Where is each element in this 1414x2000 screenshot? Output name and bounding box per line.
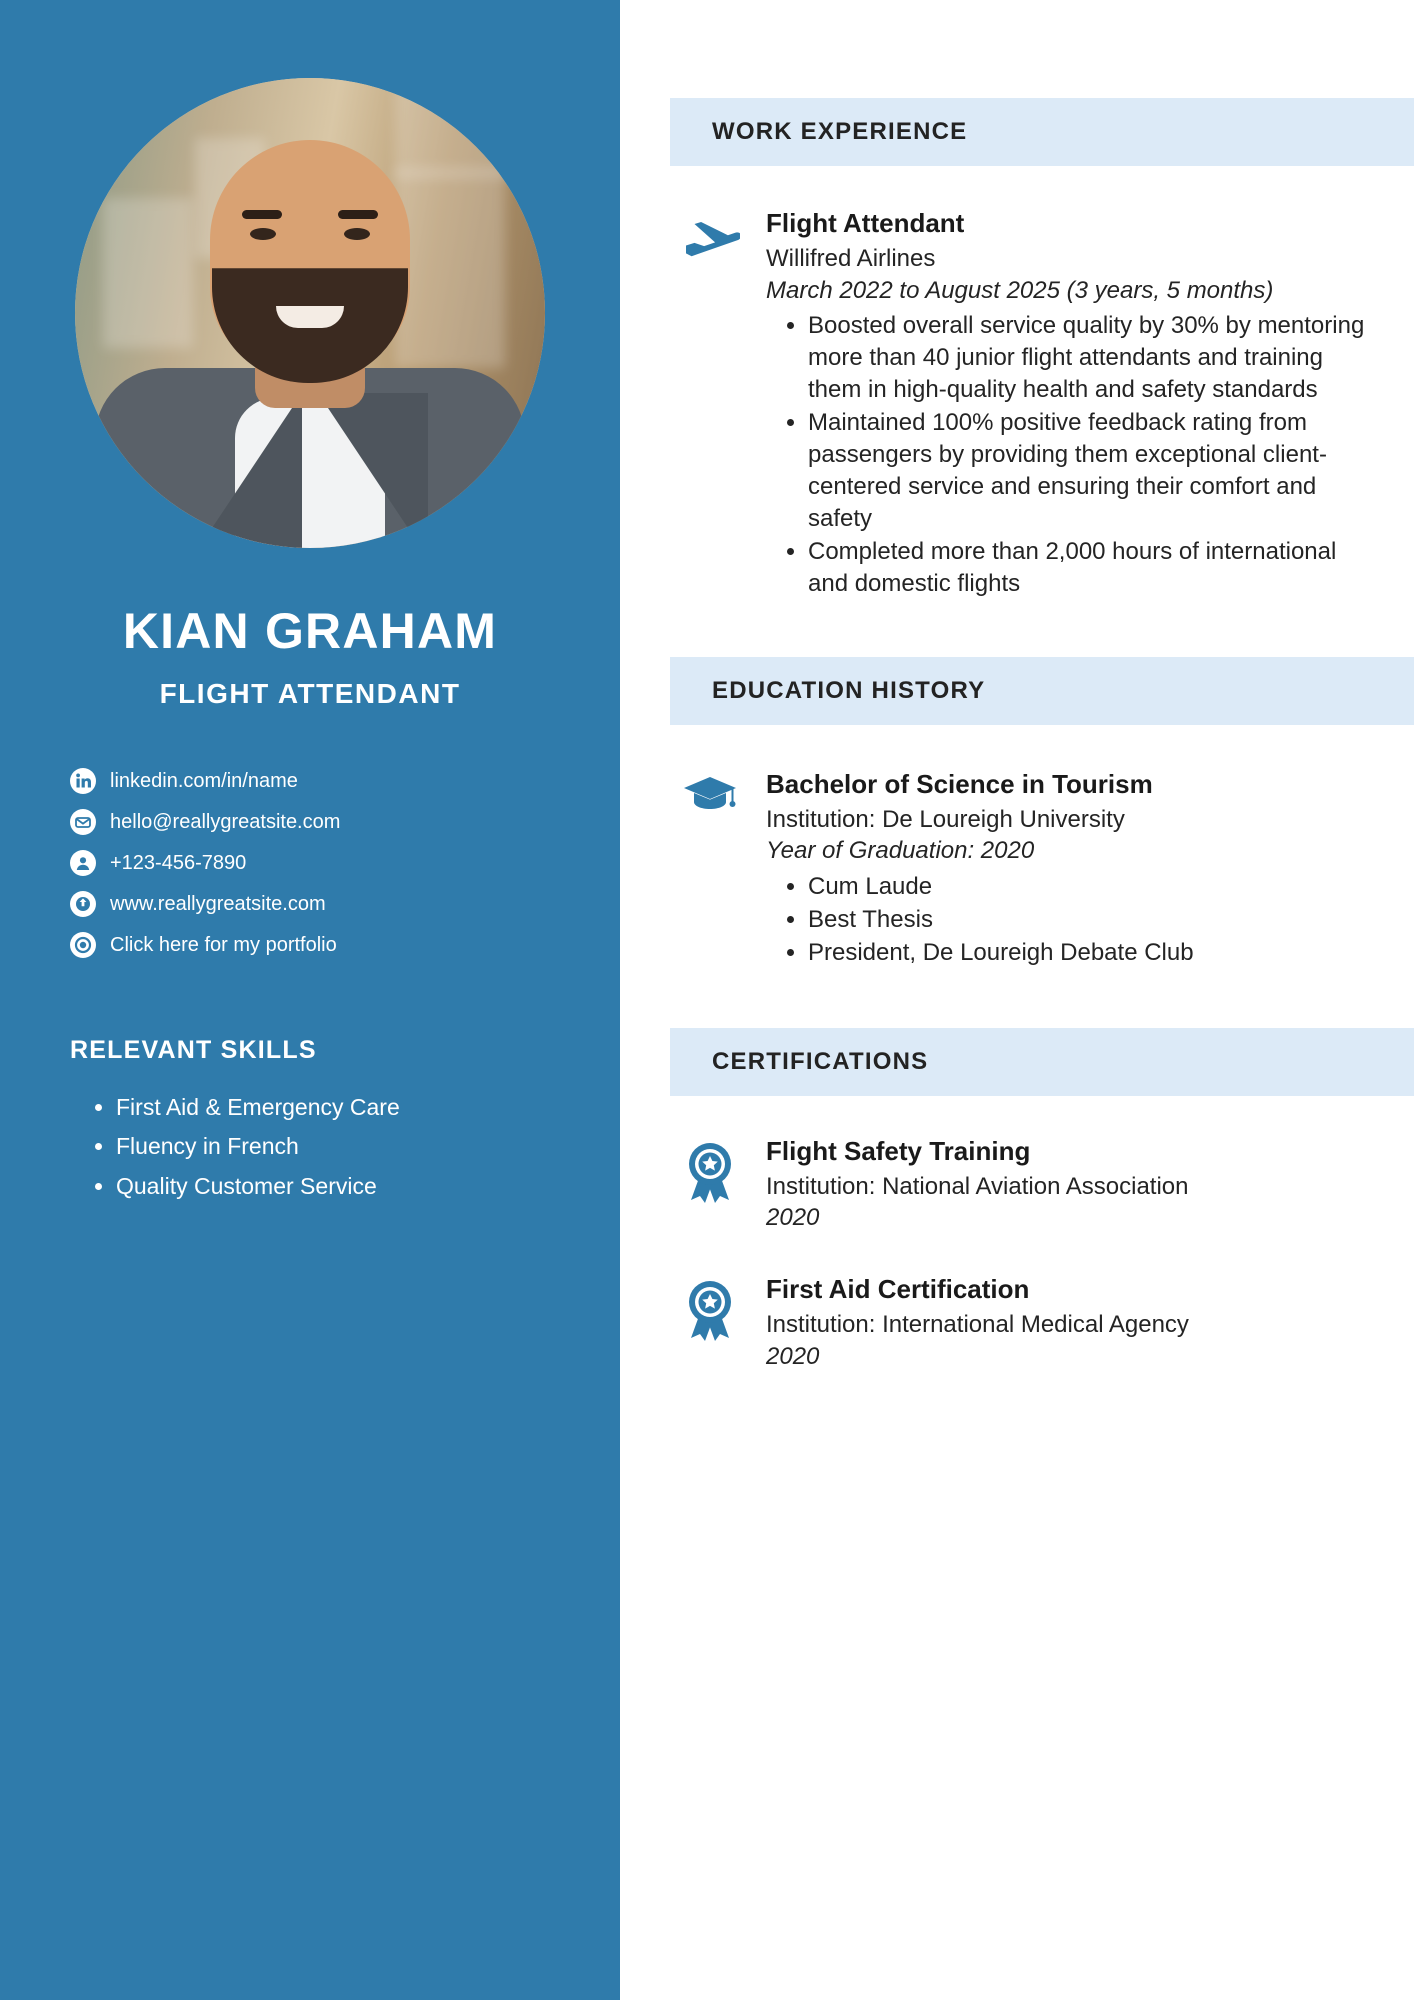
education-bullets xyxy=(766,871,1374,969)
photo-person xyxy=(75,78,545,548)
skill-item: • Quality Customer Service xyxy=(116,1168,620,1205)
work-bullets xyxy=(766,310,1374,599)
graduation-cap-icon xyxy=(682,769,744,970)
main-column xyxy=(620,0,1414,2000)
education-bullet: • Cum Laude xyxy=(808,871,1374,903)
education-bullet: • Best Thesis xyxy=(808,904,1374,936)
work-company: Willifred Airlines xyxy=(766,245,936,272)
section-header-work-experience xyxy=(670,98,1414,166)
linkedin-icon xyxy=(70,768,96,794)
contact-text-phone: +123-456-7890 xyxy=(110,852,247,874)
education-entry xyxy=(620,769,1414,970)
certification-institution: Institution: National Aviation Association xyxy=(766,1172,1189,1200)
certification-entry xyxy=(620,1274,1414,1372)
contact-item-website[interactable] xyxy=(70,891,620,917)
work-bullet: • Boosted overall service quality by 30% by mentoring more than 40 junior flight attendants and training them in high-quality health and safety standards xyxy=(808,310,1374,406)
work-bullet: • Completed more than 2,000 hours of international and domestic flights xyxy=(808,536,1374,600)
education-bullet: • President, De Loureigh Debate Club xyxy=(808,937,1374,969)
candidate-name: KIAN GRAHAM xyxy=(122,603,498,659)
contact-text-email: hello@reallygreatsite.com xyxy=(110,811,341,833)
airplane-icon xyxy=(682,208,744,601)
contact-item-phone[interactable] xyxy=(70,850,620,876)
profile-photo xyxy=(75,78,545,548)
section-title-education: EDUCATION HISTORY xyxy=(712,676,986,704)
contact-list xyxy=(70,768,620,958)
contact-item-email[interactable] xyxy=(70,809,620,835)
contact-text-website: www.reallygreatsite.com xyxy=(110,893,326,915)
award-ribbon-icon xyxy=(682,1274,744,1372)
skills-list xyxy=(86,1089,620,1205)
website-icon xyxy=(70,891,96,917)
email-icon xyxy=(70,809,96,835)
portfolio-link-icon xyxy=(70,932,96,958)
skills-heading: RELEVANT SKILLS xyxy=(70,1036,317,1064)
section-title-certifications: CERTIFICATIONS xyxy=(712,1047,929,1075)
section-title-work: WORK EXPERIENCE xyxy=(712,118,968,145)
certification-year: 2020 xyxy=(766,1204,820,1232)
section-header-education xyxy=(670,657,1414,725)
education-degree: Bachelor of Science in Tourism xyxy=(766,768,1153,799)
certification-title: First Aid Certification xyxy=(766,1273,1030,1304)
skill-item: • First Aid & Emergency Care xyxy=(116,1089,620,1126)
certification-entry xyxy=(620,1136,1414,1234)
contact-text-linkedin: linkedin.com/in/name xyxy=(110,770,298,792)
work-dates: March 2022 to August 2025 (3 years, 5 months) xyxy=(766,276,1274,304)
skill-item: • Fluency in French xyxy=(116,1128,620,1165)
certification-institution: Institution: International Medical Agency xyxy=(766,1310,1189,1338)
section-header-certifications xyxy=(670,1028,1414,1096)
work-bullet: • Maintained 100% positive feedback rating from passengers by providing them exceptional client-centered service and ensuring their comfort and safety xyxy=(808,407,1374,535)
work-job-title: Flight Attendant xyxy=(766,208,965,238)
certification-year: 2020 xyxy=(766,1342,820,1370)
contact-item-portfolio[interactable] xyxy=(70,932,620,958)
candidate-role: FLIGHT ATTENDANT xyxy=(159,678,461,709)
education-graduation-year: Year of Graduation: 2020 xyxy=(766,837,1035,865)
contact-item-linkedin[interactable] xyxy=(70,768,620,794)
sidebar xyxy=(0,0,620,2000)
work-entry xyxy=(620,208,1414,601)
award-ribbon-icon xyxy=(682,1136,744,1234)
education-institution: Institution: De Loureigh University xyxy=(766,805,1125,833)
phone-user-icon xyxy=(70,850,96,876)
certification-title: Flight Safety Training xyxy=(766,1135,1031,1166)
contact-text-portfolio: Click here for my portfolio xyxy=(110,934,337,956)
